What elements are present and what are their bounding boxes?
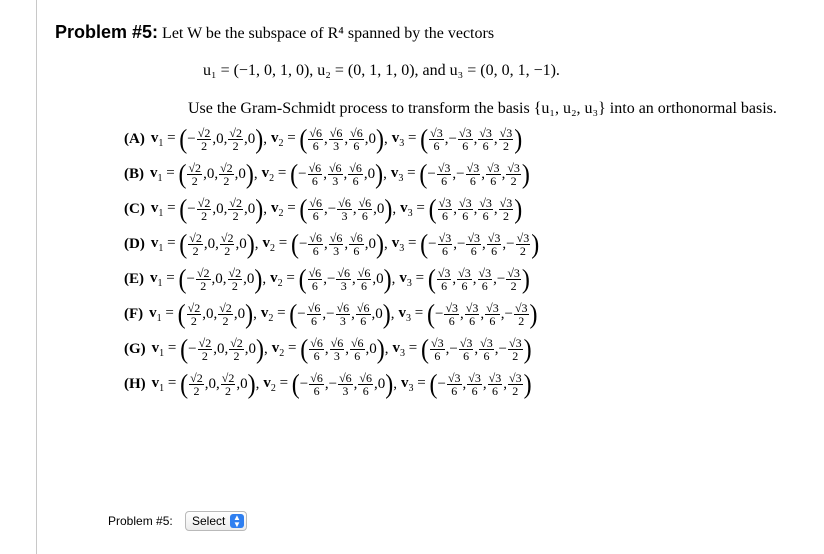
vector-component: − $\frac{√3}{6}$: [428, 231, 452, 258]
comma: ,: [364, 131, 369, 147]
vector-component: 0: [240, 376, 248, 392]
comma: ,: [324, 131, 328, 147]
vector-component: 0: [215, 271, 223, 287]
comma: ,: [215, 376, 220, 392]
vector-component: $\frac{√3}{6}$: [479, 126, 492, 153]
open-paren: (: [419, 159, 428, 190]
close-paren: ): [247, 369, 256, 400]
comma: ,: [501, 166, 506, 182]
vector-component: $\frac{√3}{6}$: [458, 266, 471, 293]
vector-component: $\frac{√6}{6}$: [349, 161, 362, 188]
comma: ,: [493, 201, 498, 217]
vector-name: $v_2$ =: [261, 165, 291, 184]
vector-component: $\frac{√3}{6}$: [478, 266, 492, 293]
choice-a: [124, 122, 824, 157]
comma: ,: [444, 131, 449, 147]
vector-component: 0: [368, 236, 376, 252]
open-paren: (: [420, 124, 429, 155]
vector-component: 0: [376, 201, 385, 217]
comma: ,: [255, 376, 260, 392]
comma: ,: [452, 271, 457, 287]
comma: ,: [481, 166, 485, 182]
vector-component: $\frac{√3}{6}$: [488, 371, 502, 398]
vector-name: $v_2$ =: [263, 375, 292, 394]
close-paren: ): [254, 264, 263, 295]
comma: ,: [222, 271, 227, 287]
close-paren: ): [514, 124, 523, 155]
vector-component: $\frac{√2}{2}$: [221, 371, 235, 398]
comma: ,: [482, 236, 486, 252]
comma: ,: [215, 236, 219, 252]
open-paren: (: [179, 124, 188, 155]
vector-component: − $\frac{√6}{3}$: [326, 266, 350, 293]
vector-component: $\frac{√2}{2}$: [188, 161, 202, 188]
comma: ,: [262, 271, 267, 287]
choice-b: [124, 157, 824, 192]
open-paren: (: [290, 159, 299, 190]
comma: ,: [233, 306, 238, 322]
vector-component: 0: [216, 341, 225, 357]
vector-component: 0: [368, 131, 376, 147]
close-paren: ): [521, 159, 530, 190]
comma: ,: [493, 131, 498, 147]
comma: ,: [223, 131, 228, 147]
answer-select-value: Select: [192, 514, 226, 528]
vector-component: − $\frac{√6}{6}$: [299, 371, 323, 398]
choice-d: [124, 227, 824, 262]
comma: ,: [482, 376, 487, 392]
comma: ,: [244, 341, 249, 357]
vector-component: 0: [237, 306, 246, 322]
comma: ,: [344, 236, 349, 252]
comma: ,: [343, 166, 348, 182]
vector-component: 0: [247, 131, 256, 147]
comma: ,: [253, 306, 257, 322]
vector-component: − $\frac{√3}{2}$: [496, 266, 520, 293]
comma: ,: [264, 341, 268, 357]
vector-component: $\frac{√6}{6}$: [308, 266, 322, 293]
comma: ,: [263, 131, 267, 147]
vector-component: $\frac{√2}{2}$: [219, 301, 232, 328]
vector-component: 0: [216, 131, 224, 147]
choice-f: [124, 297, 824, 332]
open-paren: (: [289, 299, 298, 330]
vector-name: $v_3$ =: [399, 270, 428, 289]
choice-label: (B): [124, 166, 144, 182]
open-paren: (: [298, 264, 307, 295]
vector-component: $\frac{√6}{3}$: [328, 161, 342, 188]
vector-component: $\frac{√2}{2}$: [189, 231, 202, 258]
vector-component: $\frac{√6}{6}$: [309, 126, 323, 153]
open-paren: (: [300, 334, 309, 365]
open-paren: (: [179, 194, 188, 225]
choice-e: [124, 262, 824, 297]
vector-name: $v_1$ =: [150, 130, 180, 149]
vector-component: $\frac{√3}{2}$: [499, 196, 513, 223]
problem-intro: Let W be the subspace of R⁴ spanned by the vectors: [162, 25, 495, 42]
vector-component: $\frac{√6}{6}$: [350, 126, 363, 153]
vector-component: $\frac{√6}{3}$: [330, 336, 344, 363]
vector-component: − $\frac{√3}{2}$: [498, 336, 522, 363]
vector-name: $v_3$ =: [400, 200, 429, 219]
vector-component: 0: [247, 201, 256, 217]
vector-name: $v_1$ =: [150, 165, 179, 184]
vector-name: $v_1$ =: [150, 235, 180, 254]
choice-h: [124, 367, 824, 402]
comma: ,: [324, 236, 328, 252]
vector-component: − $\frac{√6}{6}$: [298, 161, 322, 188]
choice-label: (E): [124, 271, 144, 287]
vector-component: − $\frac{√3}{6}$: [456, 161, 480, 188]
close-paren: ): [255, 194, 264, 225]
comma: ,: [234, 166, 239, 182]
vector-component: $\frac{√3}{6}$: [487, 231, 501, 258]
comma: ,: [344, 131, 349, 147]
close-paren: ): [255, 124, 264, 155]
vector-component: 0: [216, 201, 224, 217]
problem-block: [55, 20, 815, 117]
comma: ,: [390, 306, 395, 322]
comma: ,: [364, 236, 369, 252]
vector-component: $\frac{√6}{6}$: [358, 196, 372, 223]
comma: ,: [453, 201, 457, 217]
vector-component: − $\frac{√3}{2}$: [504, 301, 528, 328]
vector-name: $v_1$ =: [149, 305, 178, 324]
vector-component: $\frac{√6}{6}$: [309, 196, 323, 223]
comma: ,: [493, 271, 497, 287]
vector-component: 0: [377, 376, 386, 392]
open-paren: (: [180, 334, 189, 365]
comma: ,: [345, 341, 349, 357]
comma: ,: [224, 341, 229, 357]
vector-component: $\frac{√3}{2}$: [507, 161, 520, 188]
comma: ,: [211, 271, 216, 287]
choice-label: (H): [124, 376, 146, 392]
vector-name: $v_3$ =: [392, 340, 422, 359]
comma: ,: [204, 376, 209, 392]
vector-component: $\frac{√2}{2}$: [230, 336, 243, 363]
vector-name: $v_3$ =: [391, 130, 421, 149]
chevron-updown-icon: ▲ ▼: [230, 514, 244, 528]
comma: ,: [494, 341, 499, 357]
choice-label: (F): [124, 306, 144, 322]
vector-component: 0: [367, 166, 376, 182]
answer-label: Problem #5:: [108, 514, 173, 528]
vector-component: − $\frac{√6}{3}$: [327, 196, 351, 223]
vector-component: 0: [205, 306, 214, 322]
vector-component: − $\frac{√6}{6}$: [297, 301, 321, 328]
close-paren: ): [375, 124, 384, 155]
vector-name: $v_3$ =: [398, 305, 427, 324]
vector-component: − $\frac{√2}{2}$: [186, 266, 210, 293]
instruction-text: Use the Gram-Schmidt process to transform the basis {u₁, u₂, u₃} into an orthonormal basis.: [188, 100, 777, 117]
vector-component: $\frac{√3}{2}$: [499, 126, 513, 153]
vector-component: 0: [248, 341, 257, 357]
comma: ,: [460, 306, 464, 322]
comma: ,: [352, 201, 357, 217]
comma: ,: [213, 341, 217, 357]
vector-component: − $\frac{√2}{2}$: [187, 196, 211, 223]
vector-component: $\frac{√3}{6}$: [480, 336, 493, 363]
vector-component: $\frac{√2}{2}$: [229, 196, 242, 223]
comma: ,: [212, 131, 217, 147]
vector-component: − $\frac{√2}{2}$: [188, 336, 212, 363]
vector-name: $v_2$ =: [271, 340, 301, 359]
vector-component: $\frac{√2}{2}$: [220, 161, 233, 188]
vector-component: $\frac{√3}{6}$: [458, 196, 472, 223]
open-paren: (: [420, 229, 429, 260]
vector-name: $v_2$ =: [260, 305, 290, 324]
vector-component: 0: [376, 271, 384, 287]
comma: ,: [384, 341, 389, 357]
open-paren: (: [179, 229, 188, 260]
choice-c: [124, 192, 824, 227]
vector-component: 0: [369, 341, 377, 357]
vector-component: 0: [206, 166, 215, 182]
close-paren: ): [245, 159, 254, 190]
vector-component: $\frac{√3}{6}$: [438, 196, 452, 223]
comma: ,: [353, 376, 358, 392]
comma: ,: [462, 376, 467, 392]
comma: ,: [453, 236, 457, 252]
vector-component: − $\frac{√6}{3}$: [328, 371, 352, 398]
open-paren: (: [180, 369, 189, 400]
close-paren: ): [382, 299, 391, 330]
choice-g: [124, 332, 824, 367]
vector-name: $v_2$ =: [270, 200, 300, 219]
comma: ,: [323, 271, 327, 287]
open-paren: (: [299, 124, 308, 155]
choice-label: (A): [124, 131, 145, 147]
close-paren: ): [531, 229, 540, 260]
comma: ,: [324, 341, 329, 357]
vector-name: $v_1$ =: [150, 200, 180, 219]
comma: ,: [243, 271, 247, 287]
vector-component: $\frac{√3}{6}$: [479, 196, 492, 223]
vector-component: − $\frac{√2}{2}$: [187, 126, 211, 153]
open-paren: (: [429, 369, 438, 400]
vector-component: − $\frac{√6}{3}$: [326, 301, 350, 328]
close-paren: ): [383, 264, 392, 295]
comma: ,: [452, 166, 457, 182]
vector-component: 0: [238, 166, 246, 182]
vector-component: $\frac{√6}{6}$: [359, 371, 373, 398]
comma: ,: [203, 236, 208, 252]
comma: ,: [393, 376, 398, 392]
vector-component: $\frac{√6}{6}$: [310, 336, 323, 363]
spanning-vectors: u₁ = (−1, 0, 1, 0), u₂ = (0, 1, 1, 0), and u₃ = (0, 0, 1, −1).: [203, 62, 560, 79]
vector-component: $\frac{√3}{6}$: [430, 126, 443, 153]
comma: ,: [480, 306, 485, 322]
vector-name: $v_3$ =: [401, 375, 430, 394]
vector-component: $\frac{√2}{2}$: [190, 371, 203, 398]
open-paren: (: [427, 264, 436, 295]
vector-component: − $\frac{√6}{6}$: [298, 231, 323, 258]
vector-component: $\frac{√3}{6}$: [486, 301, 499, 328]
comma: ,: [383, 131, 388, 147]
vector-component: − $\frac{√3}{2}$: [506, 231, 530, 258]
comma: ,: [371, 306, 376, 322]
comma: ,: [243, 131, 248, 147]
vector-component: − $\frac{√3}{6}$: [434, 301, 459, 328]
comma: ,: [322, 306, 327, 322]
vector-component: $\frac{√6}{6}$: [357, 266, 371, 293]
comma: ,: [373, 201, 377, 217]
comma: ,: [365, 341, 370, 357]
vector-name: $v_3$ =: [390, 165, 420, 184]
comma: ,: [383, 236, 388, 252]
vector-component: − $\frac{√3}{6}$: [448, 126, 472, 153]
vector-component: $\frac{√3}{6}$: [486, 161, 500, 188]
vector-component: $\frac{√3}{6}$: [431, 336, 444, 363]
comma: ,: [392, 201, 397, 217]
close-paren: ): [256, 334, 265, 365]
comma: ,: [235, 236, 240, 252]
vector-name: $v_2$ =: [262, 235, 291, 254]
open-paren: (: [426, 299, 435, 330]
close-paren: ): [376, 334, 385, 365]
vector-component: 0: [208, 376, 216, 392]
open-paren: (: [177, 299, 186, 330]
comma: ,: [503, 376, 507, 392]
comma: ,: [473, 201, 478, 217]
comma: ,: [445, 341, 450, 357]
open-paren: (: [290, 229, 299, 260]
vector-component: $\frac{√3}{6}$: [468, 371, 481, 398]
close-paren: ): [246, 229, 255, 260]
comma: ,: [202, 306, 206, 322]
comma: ,: [383, 166, 387, 182]
vector-component: $\frac{√2}{2}$: [229, 126, 242, 153]
vector-component: − $\frac{√3}{6}$: [449, 336, 473, 363]
comma: ,: [243, 201, 248, 217]
comma: ,: [213, 306, 218, 322]
problem-number: Problem #5:: [55, 22, 159, 42]
vector-component: 0: [207, 236, 216, 252]
answer-select[interactable]: [185, 511, 247, 531]
comma: ,: [500, 306, 505, 322]
close-paren: ): [523, 369, 532, 400]
vector-component: $\frac{√6}{3}$: [329, 126, 343, 153]
vector-component: $\frac{√2}{2}$: [220, 231, 234, 258]
close-paren: ): [523, 334, 532, 365]
close-paren: ): [529, 299, 538, 330]
close-paren: ): [375, 229, 384, 260]
vector-name: $v_3$ =: [391, 235, 421, 254]
open-paren: (: [178, 264, 187, 295]
close-paren: ): [384, 194, 393, 225]
comma: ,: [324, 201, 328, 217]
vector-name: $v_2$ =: [270, 130, 300, 149]
vector-component: − $\frac{√3}{6}$: [437, 371, 461, 398]
choice-label: (G): [124, 341, 146, 357]
comma: ,: [474, 341, 479, 357]
comma: ,: [502, 236, 507, 252]
vector-name: $v_2$ =: [270, 270, 299, 289]
vector-component: $\frac{√2}{2}$: [187, 301, 201, 328]
choice-label: (C): [124, 201, 145, 217]
comma: ,: [254, 236, 259, 252]
comma: ,: [323, 166, 327, 182]
answer-choices: [124, 122, 824, 402]
comma: ,: [372, 271, 377, 287]
vector-component: $\frac{√3}{2}$: [508, 371, 522, 398]
open-paren: (: [291, 369, 300, 400]
open-paren: (: [299, 194, 308, 225]
vector-name: $v_1$ =: [151, 375, 181, 394]
comma: ,: [351, 306, 355, 322]
left-divider: [36, 0, 37, 554]
comma: ,: [203, 166, 207, 182]
close-paren: ): [521, 264, 530, 295]
comma: ,: [391, 271, 396, 287]
vector-component: $\frac{√3}{6}$: [465, 301, 479, 328]
comma: ,: [472, 271, 477, 287]
problem-header: [55, 20, 815, 46]
open-paren: (: [178, 159, 187, 190]
comma: ,: [374, 376, 378, 392]
close-paren: ): [385, 369, 394, 400]
vector-component: 0: [239, 236, 247, 252]
vector-component: $\frac{√2}{2}$: [228, 266, 242, 293]
vector-name: $v_1$ =: [151, 340, 181, 359]
comma: ,: [214, 166, 219, 182]
vector-component: − $\frac{√3}{6}$: [456, 231, 481, 258]
comma: ,: [352, 271, 356, 287]
comma: ,: [253, 166, 258, 182]
vector-name: $v_1$ =: [150, 270, 179, 289]
comma: ,: [263, 201, 267, 217]
comma: ,: [212, 201, 217, 217]
vector-component: $\frac{√3}{6}$: [437, 266, 451, 293]
open-paren: (: [428, 194, 437, 225]
comma: ,: [324, 376, 329, 392]
open-paren: (: [421, 334, 430, 365]
close-paren: ): [375, 159, 384, 190]
vector-component: 0: [246, 271, 255, 287]
comma: ,: [473, 131, 478, 147]
vector-component: 0: [375, 306, 383, 322]
comma: ,: [363, 166, 368, 182]
vector-component: $\frac{√6}{6}$: [356, 301, 370, 328]
close-paren: ): [245, 299, 254, 330]
comma: ,: [223, 201, 228, 217]
vector-component: $\frac{√6}{6}$: [350, 336, 364, 363]
comma: ,: [236, 376, 241, 392]
vector-component: − $\frac{√3}{6}$: [427, 161, 451, 188]
vector-component: $\frac{√6}{3}$: [329, 231, 343, 258]
vector-component: $\frac{√6}{6}$: [350, 231, 363, 258]
close-paren: ): [514, 194, 523, 225]
choice-label: (D): [124, 236, 145, 252]
